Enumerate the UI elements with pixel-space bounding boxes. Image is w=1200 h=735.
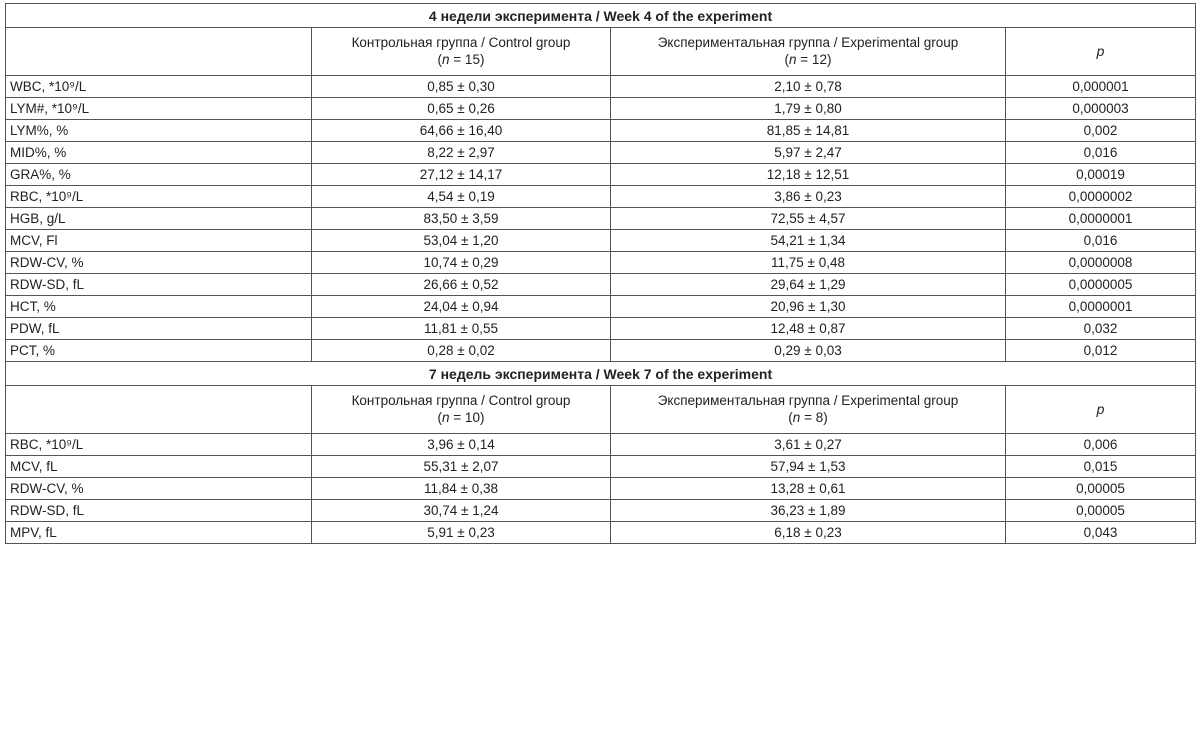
parameter-cell: PDW, fL	[6, 318, 312, 340]
header-parameter	[6, 386, 312, 434]
experimental-value-cell: 29,64 ± 1,29	[611, 274, 1006, 296]
header-parameter	[6, 28, 312, 76]
control-value-cell: 4,54 ± 0,19	[312, 186, 611, 208]
results-table-body	[6, 4, 1196, 544]
table-row	[6, 186, 1196, 208]
control-value-cell: 83,50 ± 3,59	[312, 208, 611, 230]
table-row	[6, 456, 1196, 478]
parameter-cell: MPV, fL	[6, 522, 312, 544]
control-value-cell: 0,28 ± 0,02	[312, 340, 611, 362]
parameter-cell: RDW-SD, fL	[6, 274, 312, 296]
p-value-cell: 0,006	[1006, 434, 1196, 456]
experimental-group-label: Экспериментальная группа / Experimental group	[657, 34, 959, 50]
parameter-cell: LYM#, *10⁹/L	[6, 98, 312, 120]
table-row	[6, 120, 1196, 142]
table-row	[6, 340, 1196, 362]
section-title-row	[6, 4, 1196, 28]
experimental-value-cell: 12,18 ± 12,51	[611, 164, 1006, 186]
control-value-cell: 8,22 ± 2,97	[312, 142, 611, 164]
parameter-cell: RDW-CV, %	[6, 252, 312, 274]
section-title: 4 недели эксперимента / Week 4 of the experiment	[6, 4, 1196, 28]
table-row	[6, 274, 1196, 296]
p-value-cell: 0,032	[1006, 318, 1196, 340]
control-value-cell: 11,84 ± 0,38	[312, 478, 611, 500]
section-title-row	[6, 362, 1196, 386]
table-row	[6, 434, 1196, 456]
control-value-cell: 3,96 ± 0,14	[312, 434, 611, 456]
control-value-cell: 11,81 ± 0,55	[312, 318, 611, 340]
p-value-cell: 0,000001	[1006, 76, 1196, 98]
p-value-cell: 0,000003	[1006, 98, 1196, 120]
p-value-cell: 0,016	[1006, 230, 1196, 252]
table-row	[6, 208, 1196, 230]
p-value-cell: 0,00005	[1006, 478, 1196, 500]
experimental-value-cell: 1,79 ± 0,80	[611, 98, 1006, 120]
p-value-cell: 0,043	[1006, 522, 1196, 544]
n-value: = 10)	[449, 409, 485, 425]
control-group-label: Контрольная группа / Control group	[351, 392, 571, 408]
table-row	[6, 164, 1196, 186]
p-value-cell: 0,0000008	[1006, 252, 1196, 274]
parameter-cell: RBC, *10⁹/L	[6, 434, 312, 456]
header-experimental-group	[611, 386, 1006, 434]
header-p-value: p	[1006, 386, 1196, 434]
column-header-row	[6, 28, 1196, 76]
parameter-cell: GRA%, %	[6, 164, 312, 186]
parameter-cell: MCV, Fl	[6, 230, 312, 252]
table-row	[6, 478, 1196, 500]
control-group-n	[318, 410, 604, 427]
p-value-cell: 0,016	[1006, 142, 1196, 164]
p-value-cell: 0,015	[1006, 456, 1196, 478]
experimental-group-label: Экспериментальная группа / Experimental group	[657, 392, 959, 408]
control-value-cell: 53,04 ± 1,20	[312, 230, 611, 252]
experimental-value-cell: 3,86 ± 0,23	[611, 186, 1006, 208]
table-row	[6, 500, 1196, 522]
parameter-cell: MCV, fL	[6, 456, 312, 478]
header-control-group	[312, 28, 611, 76]
results-table	[5, 3, 1196, 544]
p-value-cell: 0,0000002	[1006, 186, 1196, 208]
table-row	[6, 522, 1196, 544]
parameter-cell: MID%, %	[6, 142, 312, 164]
experimental-value-cell: 57,94 ± 1,53	[611, 456, 1006, 478]
experimental-value-cell: 72,55 ± 4,57	[611, 208, 1006, 230]
experimental-value-cell: 12,48 ± 0,87	[611, 318, 1006, 340]
experimental-value-cell: 13,28 ± 0,61	[611, 478, 1006, 500]
table-row	[6, 76, 1196, 98]
parameter-cell: PCT, %	[6, 340, 312, 362]
experimental-value-cell: 20,96 ± 1,30	[611, 296, 1006, 318]
n-var: n	[442, 409, 450, 425]
n-value: = 12)	[796, 51, 832, 67]
n-var: n	[789, 51, 797, 67]
control-value-cell: 5,91 ± 0,23	[312, 522, 611, 544]
experimental-value-cell: 36,23 ± 1,89	[611, 500, 1006, 522]
n-value: = 8)	[800, 409, 828, 425]
p-value-cell: 0,00005	[1006, 500, 1196, 522]
experimental-value-cell: 54,21 ± 1,34	[611, 230, 1006, 252]
p-value-cell: 0,0000005	[1006, 274, 1196, 296]
parameter-cell: HGB, g/L	[6, 208, 312, 230]
control-value-cell: 0,65 ± 0,26	[312, 98, 611, 120]
parameter-cell: RDW-SD, fL	[6, 500, 312, 522]
parameter-cell: RDW-CV, %	[6, 478, 312, 500]
parameter-cell: WBC, *10⁹/L	[6, 76, 312, 98]
control-value-cell: 30,74 ± 1,24	[312, 500, 611, 522]
experimental-value-cell: 81,85 ± 14,81	[611, 120, 1006, 142]
control-group-label: Контрольная группа / Control group	[351, 34, 571, 50]
header-experimental-group	[611, 28, 1006, 76]
n-value: = 15)	[449, 51, 485, 67]
control-value-cell: 24,04 ± 0,94	[312, 296, 611, 318]
table-row	[6, 252, 1196, 274]
experimental-group-n	[617, 52, 999, 69]
table-row	[6, 142, 1196, 164]
parameter-cell: LYM%, %	[6, 120, 312, 142]
control-value-cell: 10,74 ± 0,29	[312, 252, 611, 274]
n-prefix: (	[788, 409, 793, 425]
control-value-cell: 55,31 ± 2,07	[312, 456, 611, 478]
column-header-row	[6, 386, 1196, 434]
n-prefix: (	[437, 51, 443, 67]
control-value-cell: 64,66 ± 16,40	[312, 120, 611, 142]
control-group-n	[318, 52, 604, 69]
p-value-cell: 0,00019	[1006, 164, 1196, 186]
experimental-value-cell: 6,18 ± 0,23	[611, 522, 1006, 544]
table-row	[6, 318, 1196, 340]
p-value-cell: 0,0000001	[1006, 208, 1196, 230]
experimental-group-n	[617, 410, 999, 427]
header-control-group	[312, 386, 611, 434]
experimental-value-cell: 2,10 ± 0,78	[611, 76, 1006, 98]
n-var: n	[442, 51, 450, 67]
parameter-cell: HCT, %	[6, 296, 312, 318]
parameter-cell: RBC, *10⁹/L	[6, 186, 312, 208]
control-value-cell: 27,12 ± 14,17	[312, 164, 611, 186]
n-prefix: (	[437, 409, 443, 425]
section-title: 7 недель эксперимента / Week 7 of the experiment	[6, 362, 1196, 386]
n-var: n	[792, 409, 801, 425]
p-value-cell: 0,002	[1006, 120, 1196, 142]
experimental-value-cell: 0,29 ± 0,03	[611, 340, 1006, 362]
table-row	[6, 296, 1196, 318]
experimental-value-cell: 3,61 ± 0,27	[611, 434, 1006, 456]
results-table-container	[5, 3, 1195, 544]
n-prefix: (	[784, 51, 790, 67]
experimental-value-cell: 5,97 ± 2,47	[611, 142, 1006, 164]
p-value-cell: 0,0000001	[1006, 296, 1196, 318]
p-value-cell: 0,012	[1006, 340, 1196, 362]
control-value-cell: 0,85 ± 0,30	[312, 76, 611, 98]
table-row	[6, 98, 1196, 120]
control-value-cell: 26,66 ± 0,52	[312, 274, 611, 296]
table-row	[6, 230, 1196, 252]
header-p-value: p	[1006, 28, 1196, 76]
experimental-value-cell: 11,75 ± 0,48	[611, 252, 1006, 274]
